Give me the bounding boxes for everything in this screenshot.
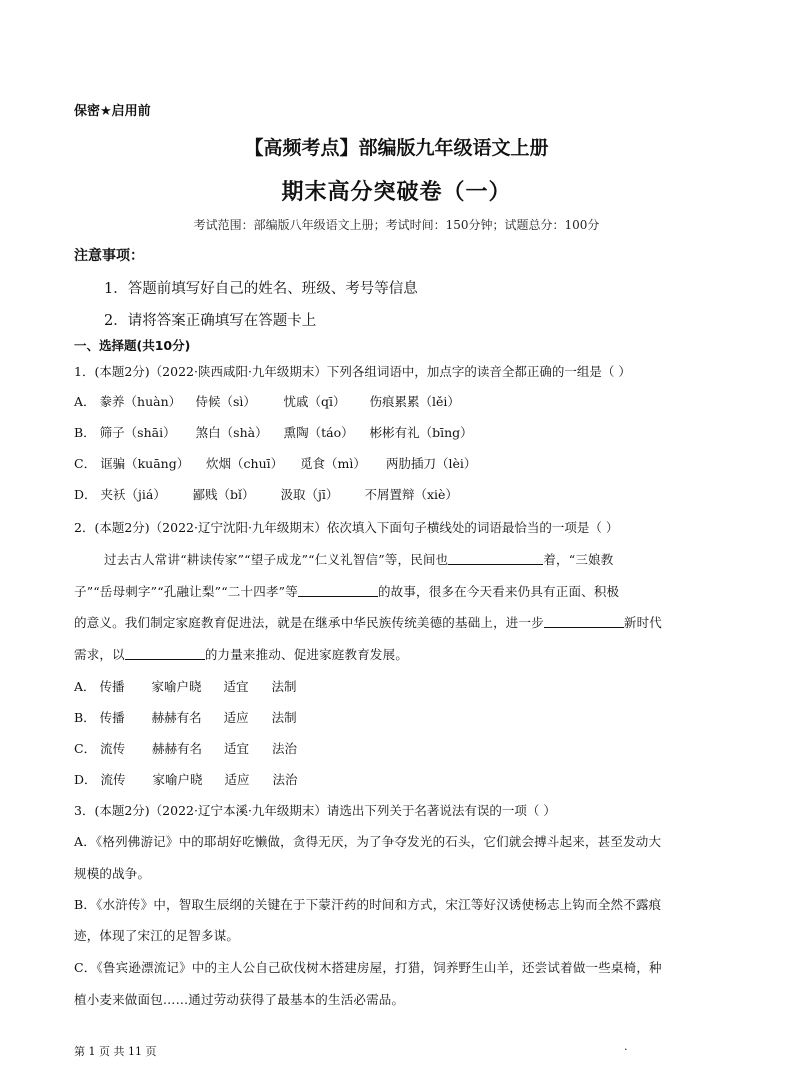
option-letter: D． — [74, 772, 97, 787]
option-term: 诓骗（kuāng） — [100, 456, 190, 471]
option-term: 熏陶（táo） — [283, 425, 354, 440]
option-term: 煞白（shà） — [195, 425, 268, 440]
question-3-option-c-line: C．《鲁宾逊漂流记》中的主人公自己砍伐树木搭建房屋，打猎，饲养野生山羊，还尝试着做一些桌椅，种 — [74, 960, 662, 975]
question-2-passage-line: 过去古人常讲“耕读传家”“望子成龙”“仁义礼智信”等，民间也 着，“三娘教 — [104, 552, 614, 567]
question-1-option-b — [74, 423, 473, 441]
option-term: 伤痕累累（lěi） — [369, 394, 460, 409]
question-3-option-a-line: 规模的战争。 — [74, 866, 151, 881]
exam-info: 考试范围：部编版八年级语文上册；考试时间：150分钟；试题总分：100分 — [193, 218, 600, 232]
option-term: 觅食（mì） — [300, 456, 366, 471]
option-letter: D． — [74, 487, 97, 502]
option-term: 法制 — [271, 679, 297, 694]
option-letter: C． — [74, 456, 97, 471]
option-term: 法治 — [272, 772, 298, 787]
option-term: 适应 — [224, 772, 250, 787]
confidential-label: 保密★启用前 — [74, 104, 151, 119]
question-2-option-a — [74, 677, 296, 695]
option-term: 家喻户晓 — [151, 679, 202, 694]
question-2-passage-line: 的意义。我们制定家庭教育促进法，就是在继承中华民族传统美德的基础上，进一步 新时代 — [74, 615, 663, 630]
question-3-option-b-line: 迹，体现了宋江的足智多谋。 — [74, 928, 240, 943]
option-term: 法制 — [271, 710, 297, 725]
option-term: 炊烟（chuī） — [206, 456, 284, 471]
option-term: 豢养（huàn） — [99, 394, 182, 409]
section-heading: 一、选择题(共10分) — [74, 338, 191, 353]
option-term: 筛子（shāi） — [99, 425, 176, 440]
question-2-stem: 2．(本题2分)（2022·辽宁沈阳·九年级期末）依次填入下面句子横线处的词语最恰当的一项是（ ） — [74, 520, 619, 535]
option-term: 赫赫有名 — [151, 710, 202, 725]
option-term: 赫赫有名 — [152, 741, 203, 756]
option-letter: C． — [74, 741, 97, 756]
option-term: 彬彬有礼（bīng） — [369, 425, 473, 440]
option-term: 两肋插刀（lèi） — [386, 456, 477, 471]
question-1-option-d — [74, 485, 458, 503]
option-term: 鄙贱（bǐ） — [192, 487, 255, 502]
question-2-option-d — [74, 770, 297, 788]
option-term: 适应 — [223, 710, 249, 725]
option-term: 适宜 — [224, 741, 250, 756]
question-2-option-c — [74, 739, 297, 757]
notice-heading: 注意事项： — [74, 248, 144, 264]
page-number: 第 1 页 共 11 页 — [74, 1045, 157, 1058]
question-1-stem: 1．(本题2分)（2022·陕西咸阳·九年级期末）下列各组词语中，加点字的读音全都正确的一组是（ ） — [74, 364, 631, 379]
option-letter: A． — [74, 394, 96, 409]
page-title: 【高频考点】部编版九年级语文上册 — [244, 137, 549, 159]
footer-dot: . — [624, 1040, 628, 1053]
question-3-option-c-line: 植小麦来做面包……通过劳动获得了最基本的生活必需品。 — [74, 992, 405, 1007]
question-3-option-a-line: A．《格列佛游记》中的耶胡好吃懒做，贪得无厌，为了争夺发光的石头，它们就会搏斗起来，甚至发动大 — [74, 834, 662, 849]
option-term: 传播 — [99, 679, 125, 694]
blank-line — [448, 552, 543, 565]
option-term: 夹袄（jiá） — [100, 487, 166, 502]
option-term: 流传 — [100, 772, 126, 787]
option-term: 法治 — [272, 741, 298, 756]
option-term: 传播 — [99, 710, 125, 725]
blank-line — [544, 615, 624, 628]
option-term: 流传 — [100, 741, 126, 756]
question-1-option-c — [74, 454, 476, 472]
question-1-option-a — [74, 392, 460, 410]
option-letter: A． — [74, 679, 96, 694]
blank-line — [125, 647, 205, 660]
option-term: 适宜 — [223, 679, 249, 694]
question-3-option-b-line: B．《水浒传》中，智取生辰纲的关键在于下蒙汗药的时间和方式，宋江等好汉诱使杨志上钩而全然不露痕 — [74, 897, 662, 912]
page-subtitle: 期末高分突破卷（一） — [281, 180, 512, 205]
option-term: 家喻户晓 — [152, 772, 203, 787]
option-term: 汲取（jī） — [280, 487, 339, 502]
question-3-stem: 3．(本题2分)（2022·辽宁本溪·九年级期末）请选出下列关于名著说法有误的一项（ ） — [74, 803, 556, 818]
notice-item: 2．请将答案正确填写在答题卡上 — [104, 313, 317, 329]
option-term: 不屑置辩（xiè） — [364, 487, 458, 502]
option-term: 侍候（sì） — [195, 394, 256, 409]
blank-line — [298, 584, 378, 597]
option-term: 忧戚（qī） — [283, 394, 346, 409]
question-2-passage-line: 需求，以 的力量来推动、促进家庭教育发展。 — [74, 647, 409, 662]
question-2-passage-line: 子”“岳母刺字”“孔融让梨”“二十四孝”等 的故事，很多在今天看来仍具有正面、积极 — [74, 584, 620, 599]
option-letter: B． — [74, 425, 96, 440]
notice-item: 1．答题前填写好自己的姓名、班级、考号等信息 — [104, 281, 418, 297]
option-letter: B． — [74, 710, 96, 725]
question-2-option-b — [74, 708, 297, 726]
